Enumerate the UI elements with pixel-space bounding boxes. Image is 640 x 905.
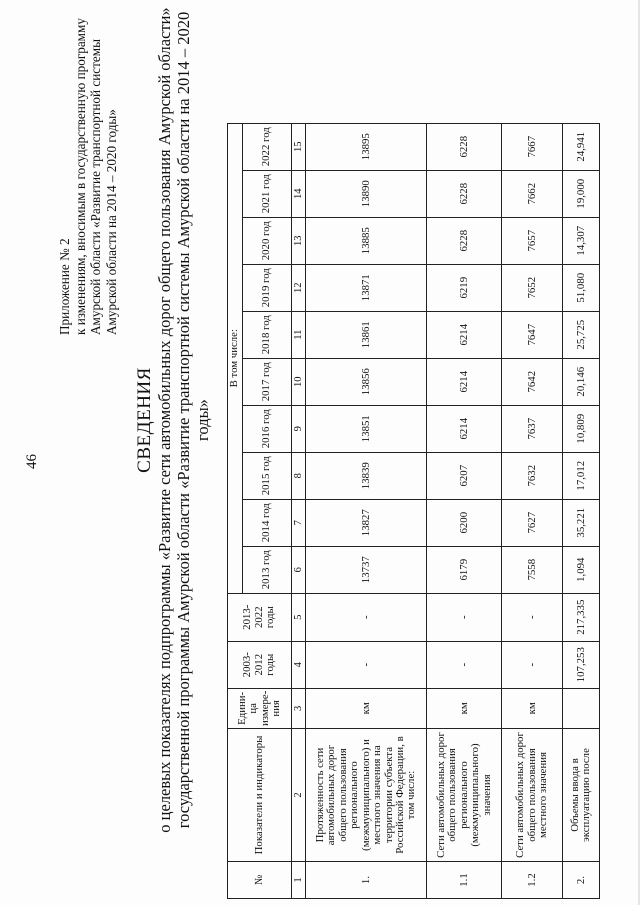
row-value: 13851: [306, 405, 427, 452]
row-value: 14,307: [563, 217, 600, 264]
header-no: №: [228, 862, 292, 899]
table-row: [502, 123, 563, 898]
row-value: 7662: [502, 170, 563, 217]
document-heading: [135, 0, 212, 845]
row-value: 13885: [306, 217, 427, 264]
heading-line: государственной программы Амурской области «Развитие транспортной системы Амурской области на 2014 – 2020: [174, 11, 193, 829]
table-row: [427, 123, 502, 898]
column-number: 13: [292, 217, 306, 264]
row-value: 6179: [427, 546, 502, 593]
appendix-line: Амурской области «Развитие транспортной системы: [88, 39, 103, 335]
header-year: 2022 год: [243, 123, 292, 170]
column-number: 12: [292, 264, 306, 311]
column-number: 6: [292, 546, 306, 593]
row-value: 13890: [306, 170, 427, 217]
row-value: 19,000: [563, 170, 600, 217]
header-year: 2016 год: [243, 405, 292, 452]
column-number: 9: [292, 405, 306, 452]
appendix-line: Амурской области на 2014 – 2020 годы»: [103, 109, 119, 335]
row-indicator: Сети автомобильных дорог общего пользования местного значения: [502, 729, 563, 862]
row-value: 13839: [306, 452, 427, 499]
row-value: 13856: [306, 358, 427, 405]
column-number: 3: [292, 688, 306, 728]
row-value: 1,094: [563, 546, 600, 593]
row-unit: км: [427, 688, 502, 728]
row-indicator: Протяженность сети автомобильных дорог общего пользования регионального (межмуниципального) и местного значения на территории субъекта Российской Федерации, в том числе:: [306, 729, 427, 862]
table-row: [306, 123, 427, 898]
row-value: 24,941: [563, 123, 600, 170]
header-year: 2020 год: [243, 217, 292, 264]
row-total-2013: -: [427, 593, 502, 641]
row-value: 17,012: [563, 452, 600, 499]
header-year: 2014 год: [243, 499, 292, 546]
heading-line: годы»: [193, 399, 212, 441]
indicators-table: [227, 123, 600, 899]
table-header-row: [228, 123, 243, 898]
column-number: 7: [292, 499, 306, 546]
row-unit: км: [306, 688, 427, 728]
row-total-2013: 217,335: [563, 593, 600, 641]
row-value: 13871: [306, 264, 427, 311]
row-value: 20,146: [563, 358, 600, 405]
row-value: 6214: [427, 358, 502, 405]
column-number: 11: [292, 311, 306, 358]
row-value: 7642: [502, 358, 563, 405]
column-number: 4: [292, 641, 306, 688]
row-value: 6228: [427, 217, 502, 264]
appendix-note: [57, 5, 119, 335]
row-indicator: Сети автомобильных дорог общего пользования регионального (межмуниципального) значения: [427, 729, 502, 862]
row-total-2003: 107,253: [563, 641, 600, 688]
page-number: 46: [24, 454, 40, 469]
row-value: 13737: [306, 546, 427, 593]
column-number: 8: [292, 452, 306, 499]
heading-title: СВЕДЕНИЯ: [134, 367, 155, 473]
row-value: 13895: [306, 123, 427, 170]
header-year: 2018 год: [243, 311, 292, 358]
row-unit: км: [502, 688, 563, 728]
header-year: 2015 год: [243, 452, 292, 499]
column-number: 15: [292, 123, 306, 170]
row-no: 1.2: [502, 862, 563, 899]
header-indicators: Показатели и индикаторы: [228, 729, 292, 862]
row-total-2003: -: [306, 641, 427, 688]
header-year: 2017 год: [243, 358, 292, 405]
row-value: 6219: [427, 264, 502, 311]
row-value: 6228: [427, 170, 502, 217]
row-value: 7657: [502, 217, 563, 264]
row-value: 6200: [427, 499, 502, 546]
row-value: 6207: [427, 452, 502, 499]
row-total-2013: -: [502, 593, 563, 641]
column-number: 2: [292, 729, 306, 862]
row-no: 1.: [306, 862, 427, 899]
row-value: 13861: [306, 311, 427, 358]
row-value: 7558: [502, 546, 563, 593]
row-value: 35,221: [563, 499, 600, 546]
header-year: 2013 год: [243, 546, 292, 593]
row-unit: [563, 688, 600, 728]
column-number: 10: [292, 358, 306, 405]
row-total-2013: -: [306, 593, 427, 641]
row-indicator: Объемы ввода в эксплуатацию после: [563, 729, 600, 862]
column-number: 14: [292, 170, 306, 217]
row-value: 7632: [502, 452, 563, 499]
row-value: 7637: [502, 405, 563, 452]
header-period-2013: 2013-2022 годы: [228, 593, 292, 641]
row-no: 1.1: [427, 862, 502, 899]
row-value: 7652: [502, 264, 563, 311]
header-year: 2019 год: [243, 264, 292, 311]
row-value: 7667: [502, 123, 563, 170]
header-including: В том числе:: [228, 123, 243, 593]
row-value: 10,809: [563, 405, 600, 452]
appendix-line: Приложение № 2: [57, 238, 72, 335]
row-value: 25,725: [563, 311, 600, 358]
heading-line: о целевых показателях подпрограммы «Развитие сети автомобильных дорог общего пользования Амурской области»: [155, 7, 174, 833]
row-value: 6214: [427, 311, 502, 358]
header-unit: Едини-ца измере-ния: [228, 688, 292, 728]
row-value: 7627: [502, 499, 563, 546]
row-value: 51,080: [563, 264, 600, 311]
row-total-2003: -: [427, 641, 502, 688]
column-number-row: [292, 123, 306, 898]
column-number: 5: [292, 593, 306, 641]
row-value: 6214: [427, 405, 502, 452]
row-value: 6228: [427, 123, 502, 170]
column-number: 1: [292, 862, 306, 899]
appendix-line: к изменениям, вносимым в государственную программу: [72, 18, 88, 335]
header-period-2003: 2003-2012 годы: [228, 641, 292, 688]
table-row: [563, 123, 600, 898]
header-year: 2021 год: [243, 170, 292, 217]
row-value: 13827: [306, 499, 427, 546]
row-no: 2.: [563, 862, 600, 899]
row-value: 7647: [502, 311, 563, 358]
row-total-2003: -: [502, 641, 563, 688]
